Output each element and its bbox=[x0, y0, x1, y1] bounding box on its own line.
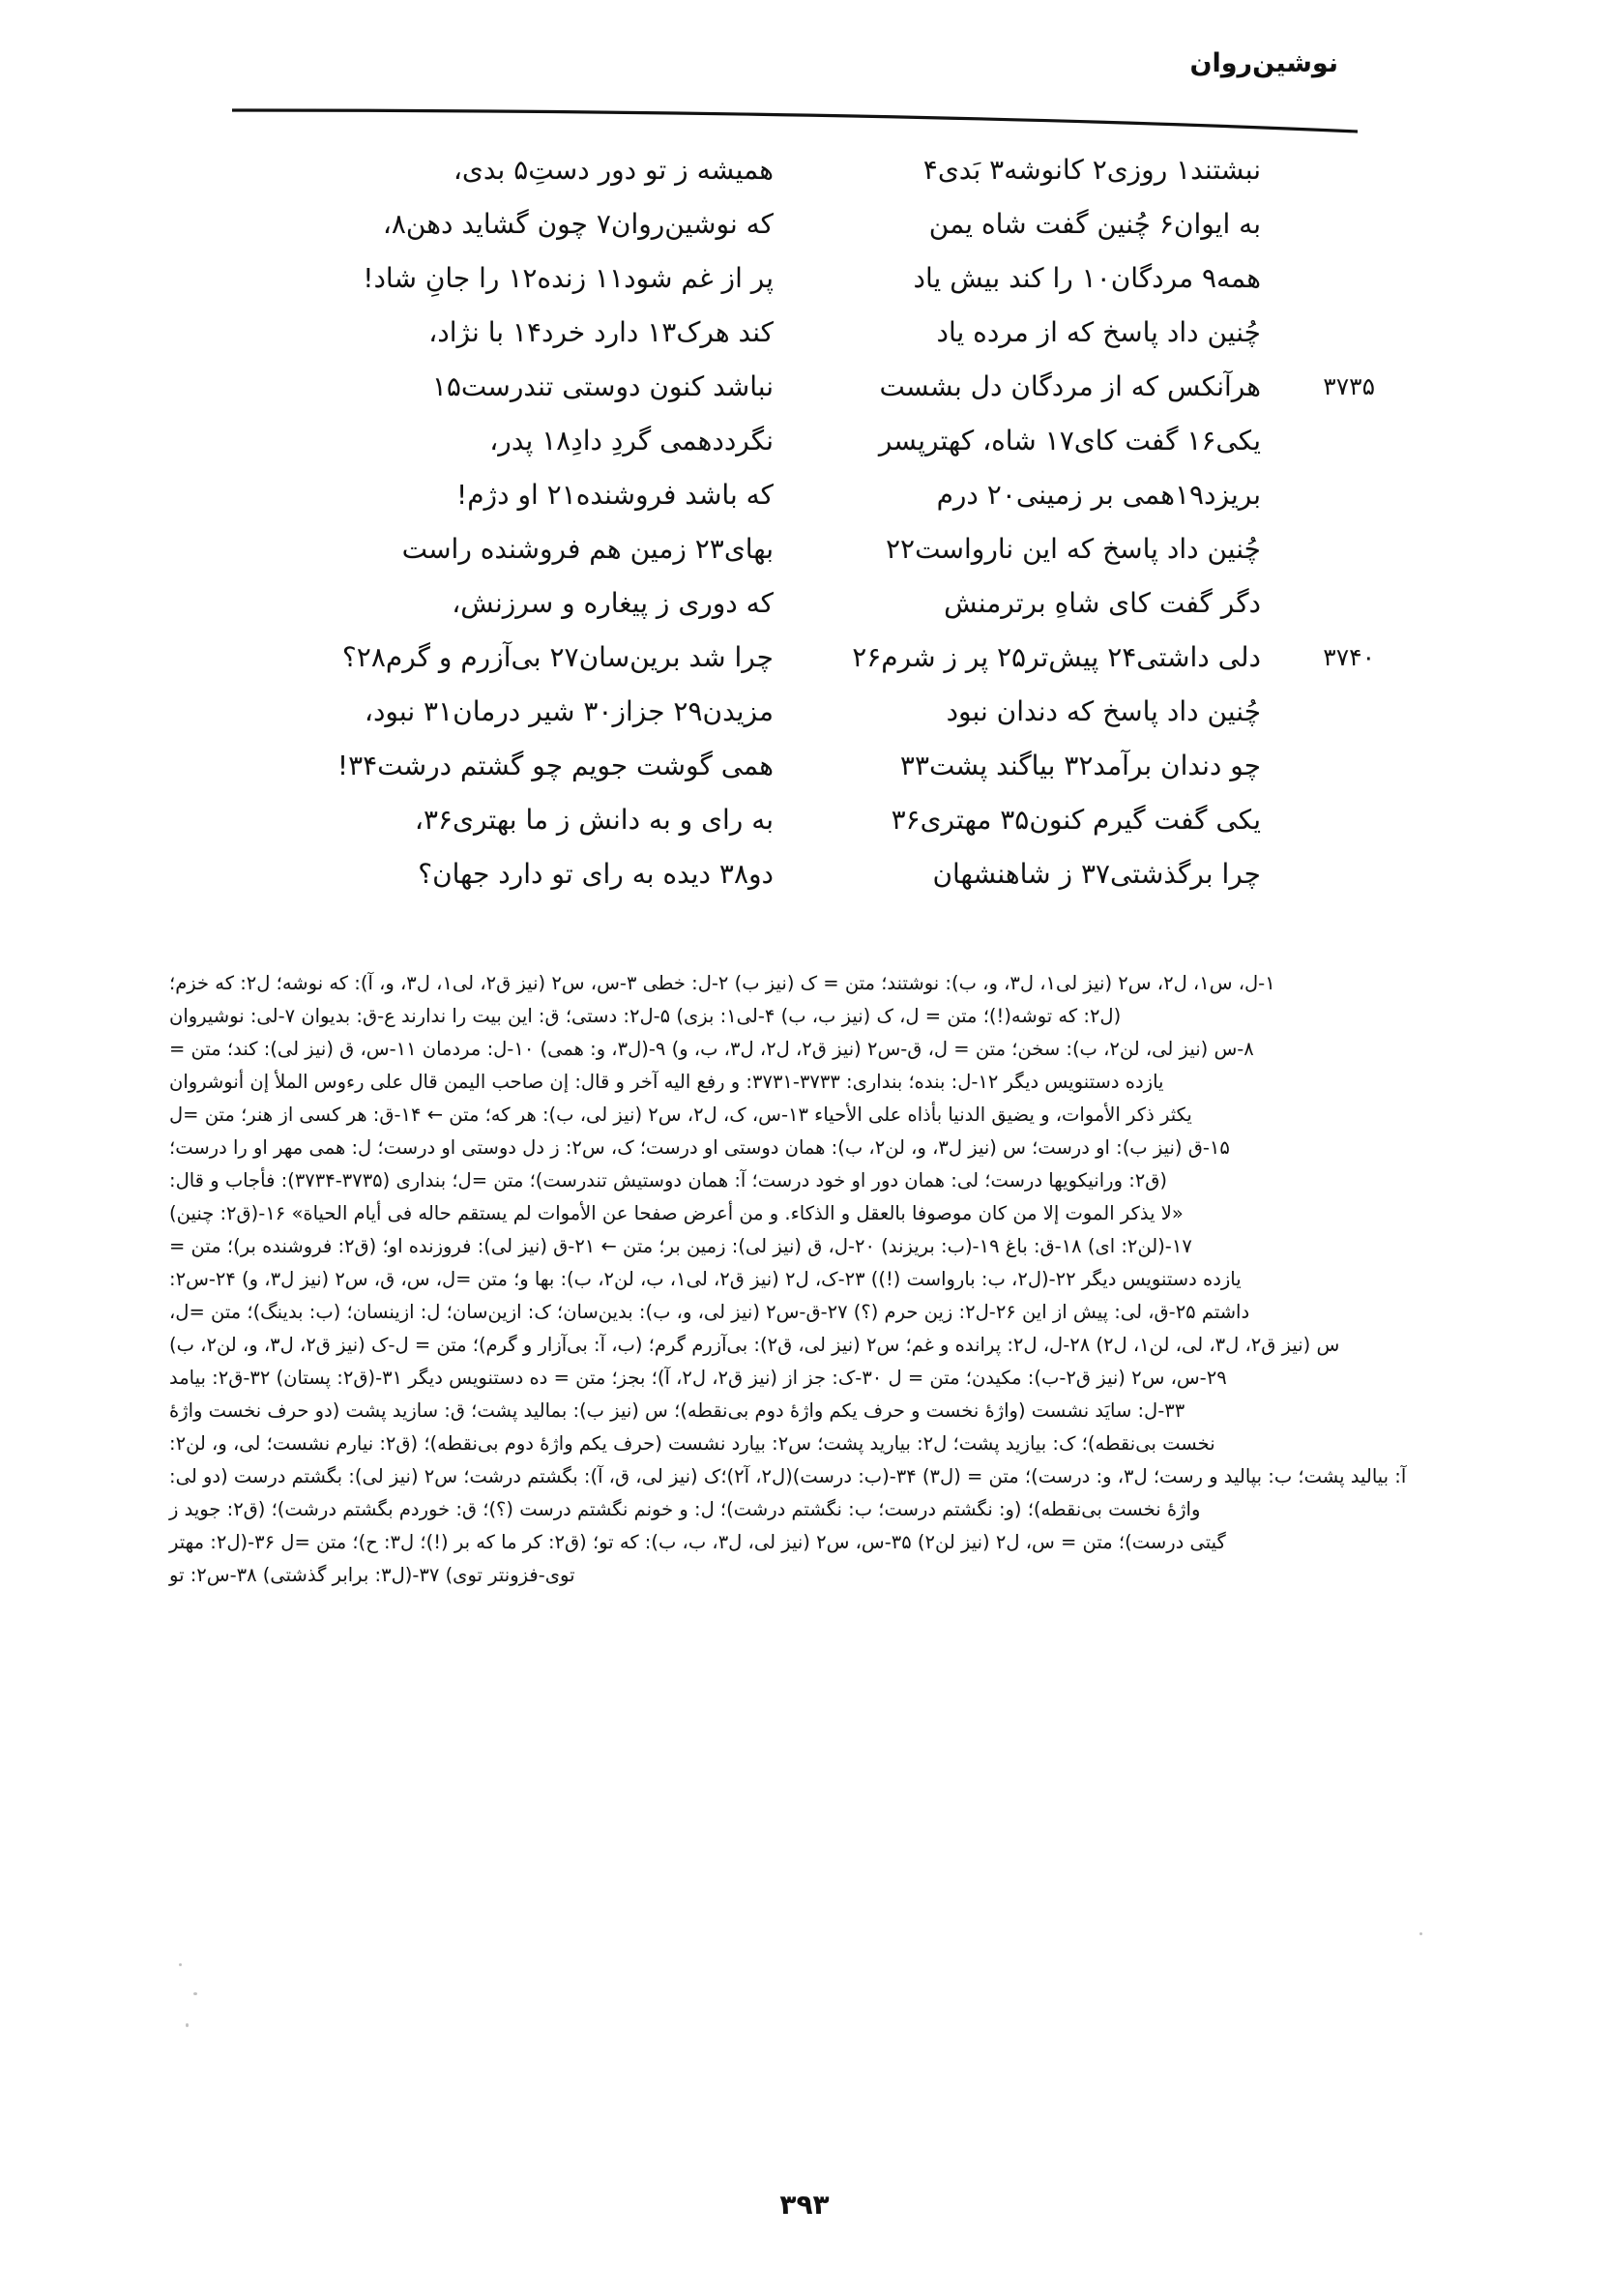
verse-text: به ایوان۶ چُنین گفت شاه یمن bbox=[928, 208, 1261, 240]
apparatus-line: ۲۹-س، س۲ (نیز ق۲-ب): مکیدن؛ متن = ل ۳۰-ک: جز از (نیز ق۲، ل۲، آ)؛ بجز؛ متن = ده دستنویس دیگر ۳۱-(ق۲: پستان) ۳۲-ق۲: بیامد bbox=[169, 1367, 1227, 1389]
page-title: نوشین‌روان bbox=[1189, 48, 1338, 78]
verse-text: نباشد کنون دوستی تندرست۱۵ bbox=[431, 370, 774, 402]
verse-text: دو۳۸ دیده به رای تو دارد جهان؟ bbox=[418, 858, 774, 890]
verse-text: که دوری ز پیغاره و سرزنش، bbox=[452, 587, 774, 619]
running-head bbox=[242, 39, 1367, 116]
verse-text: نبشتند۱ روزی۲ کانوشه۳ بَدی۴ bbox=[922, 154, 1261, 186]
verse-line bbox=[806, 143, 1261, 197]
verse-line bbox=[806, 522, 1261, 576]
verse-text: بریزد۱۹همی بر زمینی۲۰ درم bbox=[936, 479, 1261, 511]
verse-line bbox=[806, 414, 1261, 468]
verse-text: دگر گفت کای شاهِ برترمنش bbox=[944, 587, 1261, 619]
scan-speck bbox=[193, 1992, 197, 1995]
scan-speck bbox=[186, 2023, 189, 2027]
verse-text: مزیدن۲۹ جزاز۳۰ شیر درمان۳۱ نبود، bbox=[364, 695, 774, 727]
apparatus-line: داشتم ۲۵-ق، لی: پیش از این ۲۶-ل۲: زین حرم (؟) ۲۷-ق-س۲ (نیز لی، و، ب): بدین‌سان؛ ک: از‌ین‌سان؛ ل: ازینسان؛ (ب: بدینگ)؛ متن =ل، bbox=[169, 1301, 1250, 1323]
verse-text: دلی داشتی۲۴ پیش‌تر۲۵ پر ز شرم۲۶ bbox=[852, 641, 1261, 673]
verse-line bbox=[319, 739, 774, 793]
verse-text: چُنین داد پاسخ که از مرده یاد bbox=[936, 316, 1261, 348]
verse-text: همی گوشت جویم چو گشتم درشت۳۴! bbox=[336, 750, 774, 781]
verse-text: یکی گفت گیرم کنون۳۵ مهتری۳۶ bbox=[891, 804, 1261, 836]
verse-line bbox=[319, 522, 774, 576]
verse-line bbox=[806, 306, 1261, 360]
verse-text: به رای و به دانش ز ما بهتری۳۶، bbox=[414, 804, 774, 836]
verse-text: چُنین داد پاسخ که این ناروا‌ست۲۲ bbox=[885, 533, 1261, 565]
verse-column-right bbox=[806, 143, 1375, 901]
verse-line bbox=[806, 793, 1261, 847]
verse-block bbox=[242, 143, 1375, 946]
apparatus-line: یازده دستنویس دیگر ۲۲-(ل۲، ب: بارواست (!)) ۲۳-ک، ل۲ (نیز ق۲، لی۱، ب، لن۲، ب): بها و؛ متن =ل، س، ق، س۲ (نیز ل۳، و) ۲۴-س۲: bbox=[169, 1268, 1242, 1290]
verse-text: بهای۲۳ زمین هم فروشنده راست bbox=[401, 533, 774, 565]
verse-line bbox=[806, 631, 1375, 685]
verse-line bbox=[806, 468, 1261, 522]
verse-line bbox=[319, 143, 774, 197]
apparatus-line: س (نیز ق۲، ل۳، لی، لن۱، ل۲) ۲۸-ل، ل۲: پرانده و غم؛ س۲ (نیز لی، ق۲): بی‌آزرم گرم؛ (ب، آ: بی‌آزار و گرم)؛ متن = ل-ک (نیز ق۲، ل۳، و، لن۲، ب) bbox=[169, 1334, 1340, 1356]
verse-column-left bbox=[319, 143, 774, 901]
verse-line bbox=[806, 847, 1261, 901]
verse-text: همه۹ مردگان۱۰ را کند بیش یاد bbox=[913, 262, 1261, 294]
verse-text: همیشه ز تو دور دستِ۵ بدی، bbox=[453, 154, 774, 186]
verse-line bbox=[319, 197, 774, 251]
bayt-number: ۳۷۳۵ bbox=[1323, 372, 1375, 400]
verse-text: که نوشین‌روان۷ چون گشاید دهن۸، bbox=[382, 208, 774, 240]
verse-line bbox=[319, 306, 774, 360]
apparatus-line: ۱-ل، س۱، ل۲، س۲ (نیز لی۱، ل۳، و، ب): نوشتند؛ متن = ک (نیز ب) ۲-ل: خطی ۳-س، س۲ (نیز ق۲، لی۱، ل۳، و، آ): که نوشه؛ ل۲: که خزم؛ bbox=[169, 972, 1275, 994]
verse-text: یکی۱۶ گفت کای۱۷ شاه، کهتر‌پسر bbox=[878, 425, 1261, 456]
apparatus-line: توی-فزونتر توی) ۳۷-(ل۳: برابر گذشتی) ۳۸-س۲: تو bbox=[169, 1564, 575, 1586]
verse-text: هرآنکس که از مردگان دل بشست bbox=[879, 370, 1261, 402]
verse-text: کند هر‌ک۱۳ دارد خرد۱۴ با نژاد، bbox=[428, 316, 774, 348]
apparatus-line: ۸-س (نیز لی، لن۲، ب): سخن؛ متن = ل، ق-س۲ (نیز ق۲، ل۲، ل۳، ب، و) ۹-(ل۳، و: همی) ۱۰-ل: مردمان ۱۱-س، ق (نیز لی): کند؛ متن = bbox=[169, 1038, 1254, 1060]
header-divider-rule bbox=[242, 108, 1358, 133]
verse-line bbox=[319, 793, 774, 847]
apparatus-line: یکثر ذکر الأموات، و یضیق الدنیا بأذاه علی الأحیاء ۱۳-س، ک، ل۲، س۲ (نیز لی، ب): هر که؛ متن ← ۱۴-ق: هر کسی از هنر؛ متن =ل bbox=[169, 1104, 1192, 1126]
verse-text: که باشد فروشنده۲۱ او دژم! bbox=[456, 479, 774, 511]
apparatus-line: ۳۳-ل: سایَد نشست (واژهٔ نخست و حرف یکم واژهٔ دوم بی‌نقطه)؛ س (نیز ب): بمالید پشت؛ ق: سازید پشت (دو حرف نخست واژهٔ bbox=[169, 1399, 1185, 1422]
verse-line bbox=[319, 360, 774, 414]
verse-line bbox=[319, 468, 774, 522]
verse-text: چُنین داد پاسخ که دندان نبود bbox=[946, 695, 1261, 727]
verse-line bbox=[319, 685, 774, 739]
apparatus-line: ۱۵-ق (نیز ب): او درست؛ س (نیز ل۳، و، لن۲، ب): همان دوستی او درست؛ ک، س۲: ز دل دوستی او درست؛ ل: همی مهر او را درست؛ bbox=[169, 1136, 1230, 1159]
apparatus-line: ۱۷-(لن۲: ای) ۱۸-ق: باغ ۱۹-(ب: بریزند) ۲۰-ل، ق (نیز لی): زمین بر؛ متن ← ۲۱-ق (نیز لی): فروزنده او؛ (ق۲: فروشنده بر)؛ متن = bbox=[169, 1235, 1192, 1257]
verse-line bbox=[319, 847, 774, 901]
verse-text: چو دندان برآمد۳۲ بیاگند پشت۳۳ bbox=[899, 750, 1261, 781]
apparatus-line: (ل۲: که توشه(!)؛ متن = ل، ک (نیز ب، ب) ۴-لی۱: بزی) ۵-ل۲: دستی؛ ق: این بیت را ندارند ع-ق: بدیوان ۷-لی: نوشیروان bbox=[169, 1005, 1122, 1027]
apparatus-line: آ: بیالید پشت؛ ب: بپالید و رست؛ ل۳، و: درست)؛ متن = (ل۳) ۳۴-(ب: درست)(ل۲، آ۲)؛ک (نیز لی، ق، آ): بگشتم درشت؛ س۲ (نیز لی): بگشتم درست (دو لی: bbox=[169, 1465, 1407, 1487]
verse-line bbox=[806, 685, 1261, 739]
verse-text: نگرددهمی گردِ دادِ۱۸ پدر، bbox=[489, 425, 774, 456]
folio-number: ۳۹۳ bbox=[779, 2189, 830, 2221]
scan-speck bbox=[1419, 1932, 1422, 1935]
verse-line bbox=[319, 631, 774, 685]
verse-text: چرا برگذشتی۳۷ ز شاهنشهان bbox=[932, 858, 1261, 890]
verse-line bbox=[806, 197, 1261, 251]
verse-line bbox=[319, 251, 774, 306]
verse-text: پر از غم شود۱۱ زنده۱۲ را جانِ شاد! bbox=[363, 262, 774, 294]
verse-line bbox=[319, 576, 774, 631]
verse-line bbox=[806, 576, 1261, 631]
apparatus-line: (ق۲: ورانیکویها درست؛ لی: همان دور او خود درست؛ آ: همان دوستیش تندرست)؛ متن =ل؛ بنداری (۳۷۳۵-۳۷۳۴): فأجاب و قال: bbox=[169, 1169, 1167, 1192]
verse-text: چرا شد برین‌سان۲۷ بی‌آزرم و گرم۲۸؟ bbox=[341, 641, 774, 673]
bayt-number: ۳۷۴۰ bbox=[1323, 643, 1375, 671]
verse-line bbox=[806, 739, 1261, 793]
apparatus-line: یازده دستنویس دیگر ۱۲-ل: بنده؛ بنداری: ۳۷۳۳-۳۷۳۱: و رفع الیه آخر و قال: إن صاحب الیمن قال علی رءوس الملأ إن أنوشروان bbox=[169, 1071, 1164, 1093]
apparatus-line: نخست بی‌نقطه)؛ ک: بیازید پشت؛ ل۲: بیارید پشت؛ س۲: بیارد نشست (حرف یکم واژهٔ دوم بی‌نقطه)؛ (ق۲: نیارم نشست؛ لی، و، لن۲: bbox=[169, 1432, 1215, 1455]
apparatus-line: گیتی درست)؛ متن = س، ل۲ (نیز لن۲) ۳۵-س، س۲ (نیز لی، ل۳، ب، ب): که تو؛ (ق۲: کر ما که بر (!)؛ ل۳: ح)؛ متن =ل ۳۶-(ل۲: مهتر bbox=[169, 1531, 1226, 1553]
scan-speck bbox=[179, 1963, 182, 1966]
critical-apparatus bbox=[169, 967, 1430, 1592]
verse-line bbox=[806, 251, 1261, 306]
verse-line bbox=[806, 360, 1375, 414]
verse-line bbox=[319, 414, 774, 468]
apparatus-line: «لا یذکر الموت إلا من کان موصوفا بالعقل و الذکاء. و من أعرض صفحا عن الأموات لم یستقم حاله فی أیام الحیاة» ۱۶-(ق۲: چنین) bbox=[169, 1202, 1184, 1224]
apparatus-line: واژهٔ نخست بی‌نقطه)؛ (و: نگشتم درست؛ ب: نگشتم درشت)؛ ل: و خونم نگشتم درست (؟)؛ ق: خوردم بگشتم درشت)؛ (ق۲: جوید ز bbox=[169, 1498, 1201, 1520]
